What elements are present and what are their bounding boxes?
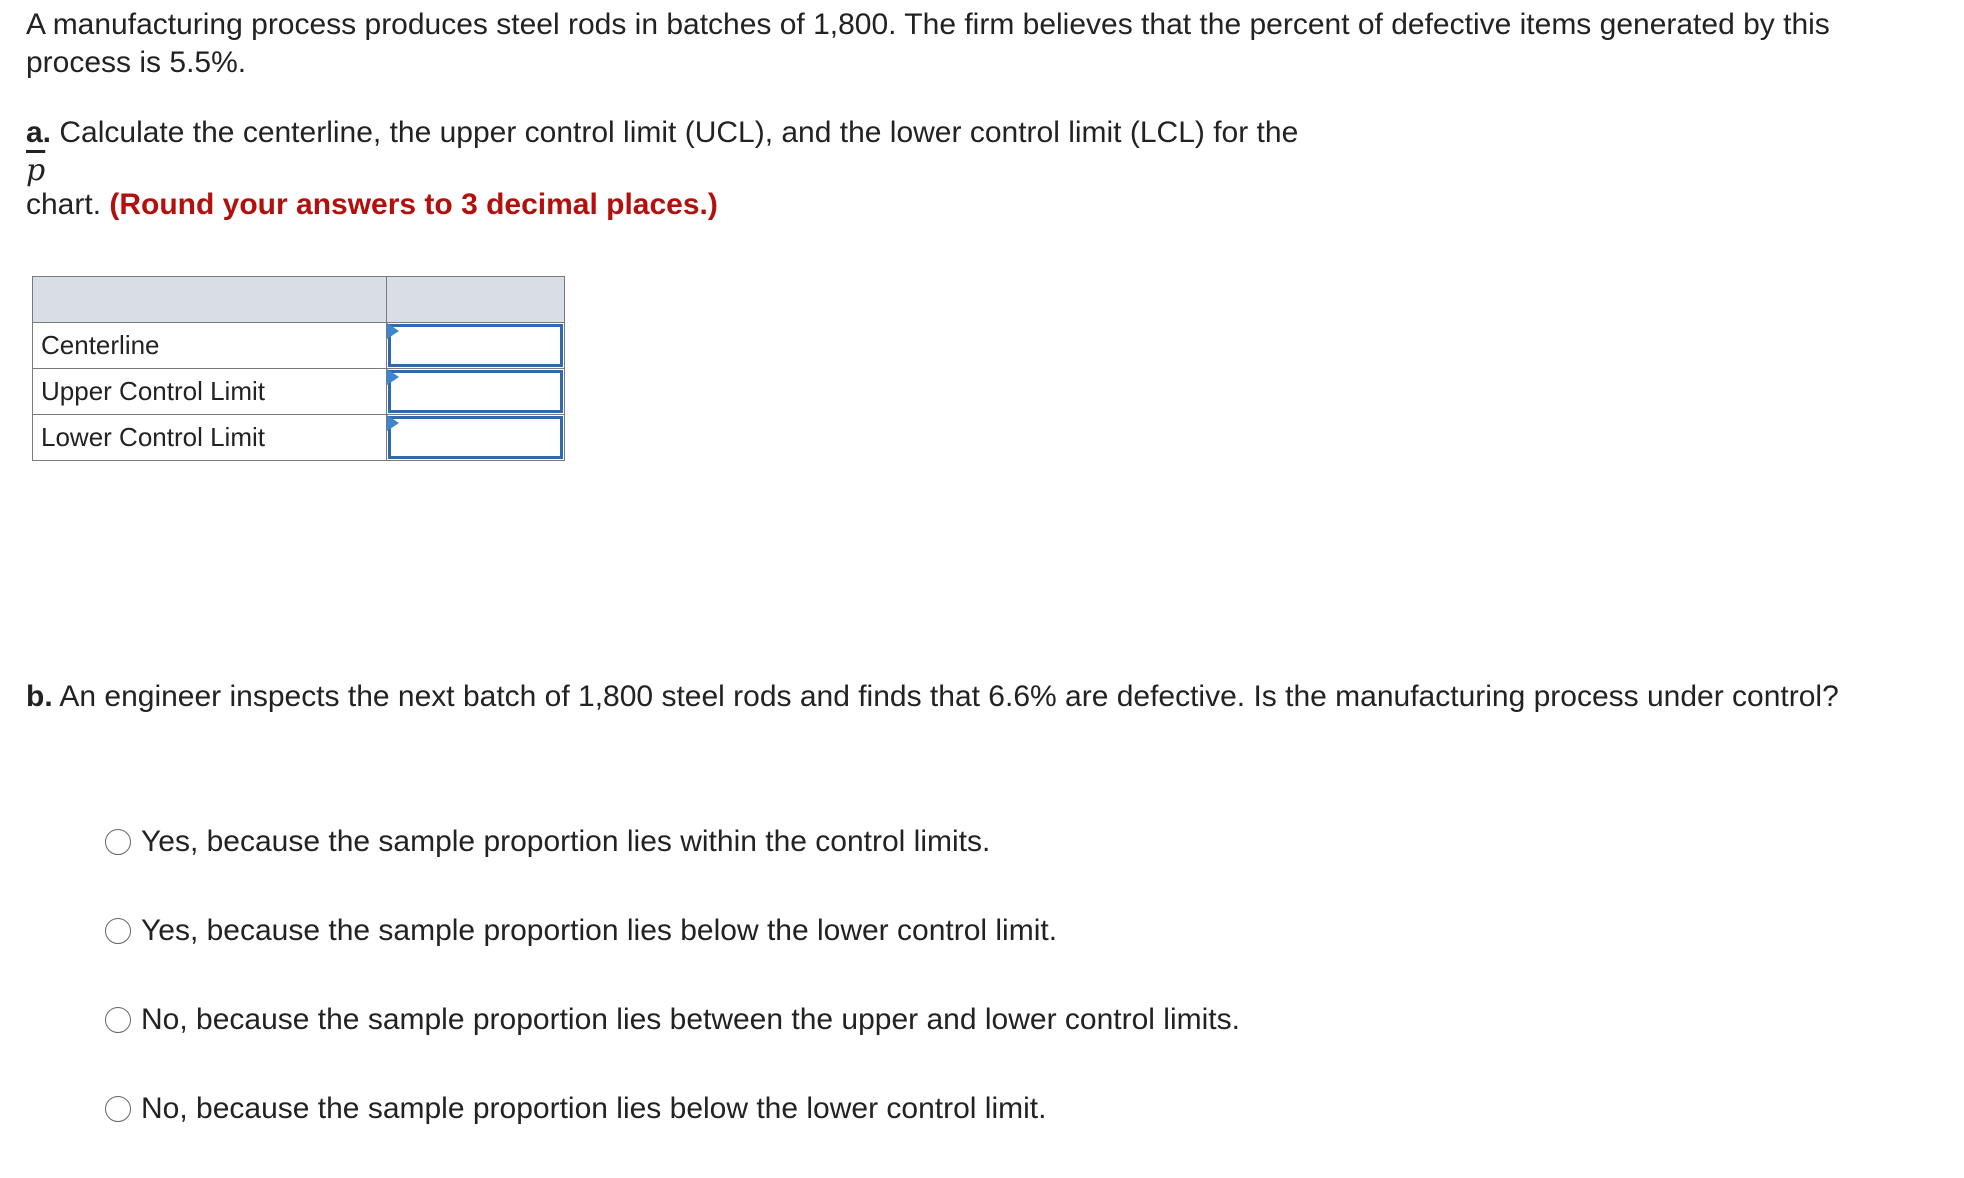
option-text: Yes, because the sample proportion lies below the lower control limit. [141,914,1058,947]
lcl-input-cell[interactable] [387,415,565,461]
header-cell-label [33,277,387,323]
radio-button-icon[interactable] [105,1096,131,1122]
row-label-ucl: Upper Control Limit [33,369,387,415]
part-b-label: b. [26,680,53,713]
table-row [33,323,565,369]
rounding-hint: (Round your answers to 3 decimal places.) [109,188,718,221]
input-marker-icon [387,415,399,431]
radio-button-icon[interactable] [105,829,131,855]
option-text: No, because the sample proportion lies between the upper and lower control limits. [141,1003,1240,1036]
option-text: No, because the sample proportion lies below the lower control limit. [141,1092,1047,1125]
part-a-text: Calculate the centerline, the upper control limit (UCL), and the lower control limit (LCL) for the [59,116,1299,149]
input-marker-icon [387,323,399,339]
answer-options [105,822,1240,1178]
centerline-input[interactable] [388,324,563,367]
part-a-chart-line [26,186,718,224]
ucl-input[interactable] [388,370,563,413]
centerline-input-cell[interactable] [387,323,565,369]
option-text: Yes, because the sample proportion lies within the control limits. [141,825,991,858]
row-label-lcl: Lower Control Limit [33,415,387,461]
input-marker-icon [387,369,399,385]
part-b-text: An engineer inspects the next batch of 1,800 steel rods and finds that 6.6% are defective. Is the manufacturing process under control? [59,680,1839,713]
p-bar-symbol: $\overline{p}$ [26,153,46,188]
table-row [33,369,565,415]
answer-table [32,276,565,461]
radio-button-icon[interactable] [105,1007,131,1033]
ucl-input-cell[interactable] [387,369,565,415]
part-a-question [26,114,1936,152]
chart-word: chart. [26,188,102,221]
part-b-question [26,678,1926,716]
option-4[interactable] [105,1089,1240,1129]
lcl-input[interactable] [388,416,563,459]
option-2[interactable] [105,911,1240,951]
option-1[interactable] [105,822,1240,862]
problem-statement: A manufacturing process produces steel rods in batches of 1,800. The firm believes that the percent of defective items generated by this process is 5.5%. [26,8,1830,79]
header-cell-value [387,277,565,323]
table-row [33,415,565,461]
row-label-centerline: Centerline [33,323,387,369]
option-3[interactable] [105,1000,1240,1040]
part-a-label: a. [26,116,52,149]
radio-button-icon[interactable] [105,918,131,944]
table-header-row [33,277,565,323]
